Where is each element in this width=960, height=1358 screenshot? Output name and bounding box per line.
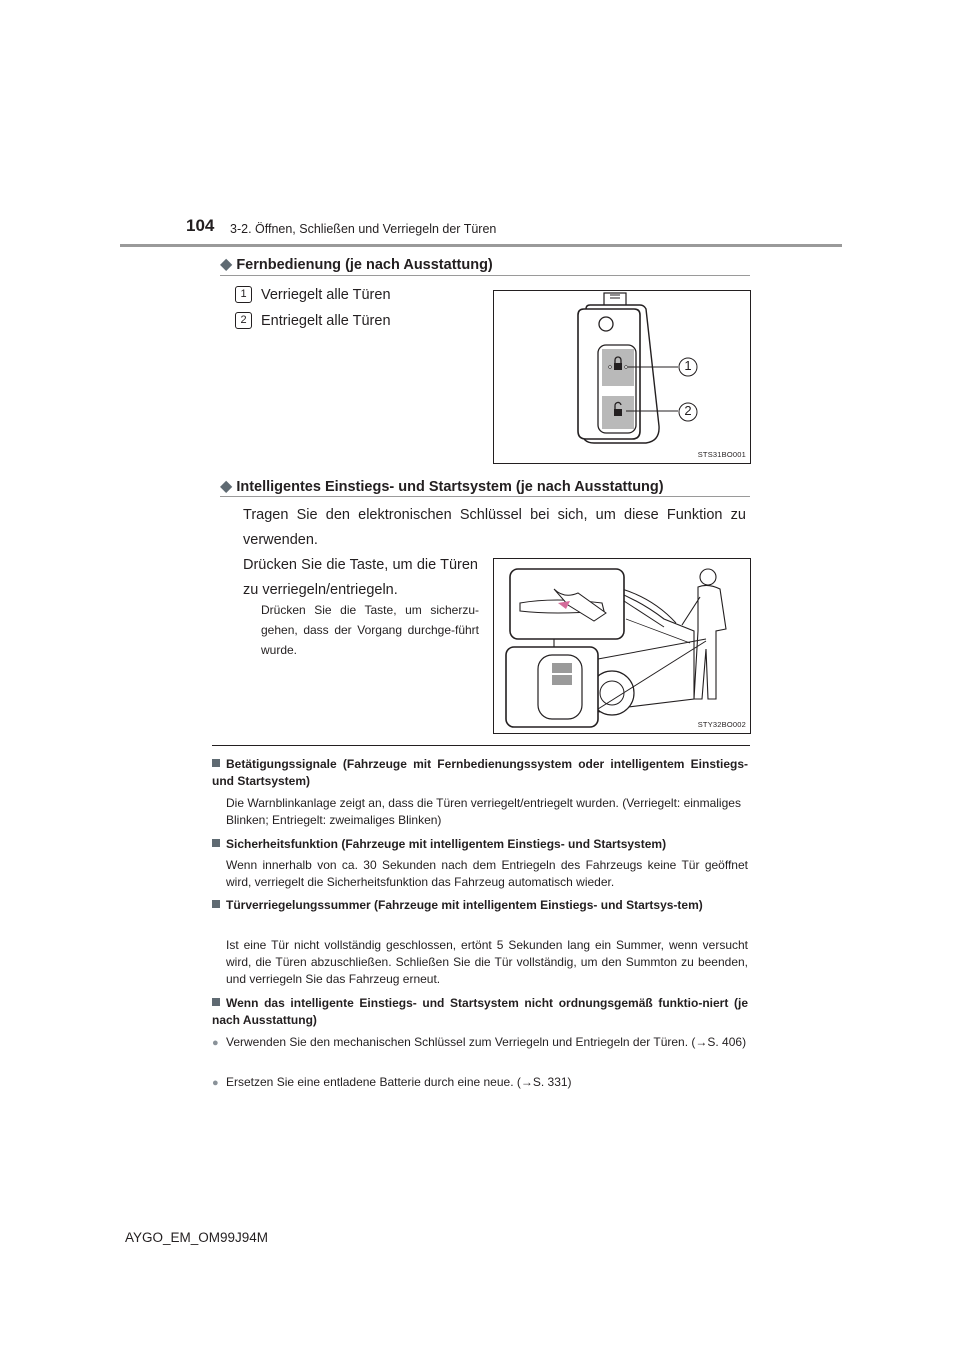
note-signals-title: Betätigungssignale (Fahrzeuge mit Fernbedienungssystem oder intelligentem Einstiegs- und Startsystem) (212, 757, 748, 788)
header-divider (120, 244, 842, 247)
callout-2: 2 (684, 403, 692, 418)
diamond-icon: ◆ (220, 256, 233, 273)
step-2-text: Entriegelt alle Türen (261, 312, 391, 329)
smart-heading-text: Intelligentes Einstiegs- und Startsystem (je nach Ausstattung) (236, 479, 664, 495)
smart-intro: Tragen Sie den elektronischen Schlüssel bei sich, um diese Funktion zu verwenden. (243, 507, 746, 548)
square-bullet-icon (212, 759, 220, 767)
circle-bullet-icon: ● (212, 1077, 219, 1089)
step-2 (235, 312, 391, 329)
smart-instruction: Drücken Sie die Taste, um die Türen zu verriegeln/entriegeln. (243, 557, 478, 598)
note-malfunction-bullet-1: ● Verwenden Sie den mechanischen Schlüssel zum Verriegeln und Entriegeln der Türen. (→S. 406) (212, 1034, 748, 1052)
car-door-illustration (494, 559, 750, 733)
square-bullet-icon (212, 900, 220, 908)
key-fob-illustration (494, 291, 750, 463)
note-buzzer-title: Türverriegelungssummer (Fahrzeuge mit intelligentem Einstiegs- und Startsys-tem) (212, 897, 748, 914)
note-buzzer-text: Ist eine Tür nicht vollständig geschlossen, ertönt 5 Sekunden lang ein Summer, wenn versucht wird, die Türen abzuschließen. Schließen Sie die Tür vollständig, um den Summton zu beenden, und verriegeln Sie das Fahrzeug erneut. (226, 938, 748, 986)
step-1 (235, 286, 391, 303)
step-number-1: 1 (235, 286, 252, 303)
note-signals-text: Die Warnblinkanlage zeigt an, dass die Türen verriegelt/entriegelt wurden. (Verriegelt: einmaliges Blinken; Entriegelt: zweimaliges Blinken) (226, 796, 741, 827)
section-title: 3-2. Öffnen, Schließen und Verriegeln der Türen (230, 222, 497, 236)
smart-heading (220, 476, 664, 496)
smart-heading-rule (220, 496, 750, 497)
circle-bullet-icon: ● (212, 1037, 219, 1049)
document-code: AYGO_EM_OM99J94M (125, 1230, 269, 1245)
square-bullet-icon (212, 998, 220, 1006)
step-1-text: Verriegelt alle Türen (261, 286, 391, 303)
callout-1: 1 (684, 358, 692, 373)
notes-divider (212, 745, 750, 746)
car-door-figure (493, 558, 751, 734)
page-number: 104 (186, 216, 215, 235)
remote-heading-rule (220, 275, 750, 276)
figure-code: STS31BO001 (697, 450, 746, 459)
square-bullet-icon (212, 839, 220, 847)
note-security-title: Sicherheitsfunktion (Fahrzeuge mit intelligentem Einstiegs- und Startsystem) (212, 836, 748, 853)
remote-heading (220, 254, 493, 274)
remote-heading-text: Fernbedienung (je nach Ausstattung) (236, 257, 493, 273)
smart-note: Drücken Sie die Taste, um sicherzu-gehen, dass der Vorgang durchge-führt wurde. (261, 603, 479, 657)
figure-code: STY32BO002 (697, 720, 746, 729)
key-fob-figure (493, 290, 751, 464)
note-malfunction-title: Wenn das intelligente Einstiegs- und Startsystem nicht ordnungsgemäß funktio-niert (je nach Ausstattung) (212, 996, 748, 1027)
note-security-text: Wenn innerhalb von ca. 30 Sekunden nach dem Entriegeln des Fahrzeugs keine Tür geöffnet wird, verriegelt die Sicherheitsfunktion das Fahrzeug automatisch wieder. (226, 858, 748, 889)
step-number-2: 2 (235, 312, 252, 329)
diamond-icon: ◆ (220, 478, 233, 495)
note-malfunction-bullet-2: ● Ersetzen Sie eine entladene Batterie durch eine neue. (→S. 331) (212, 1074, 748, 1092)
